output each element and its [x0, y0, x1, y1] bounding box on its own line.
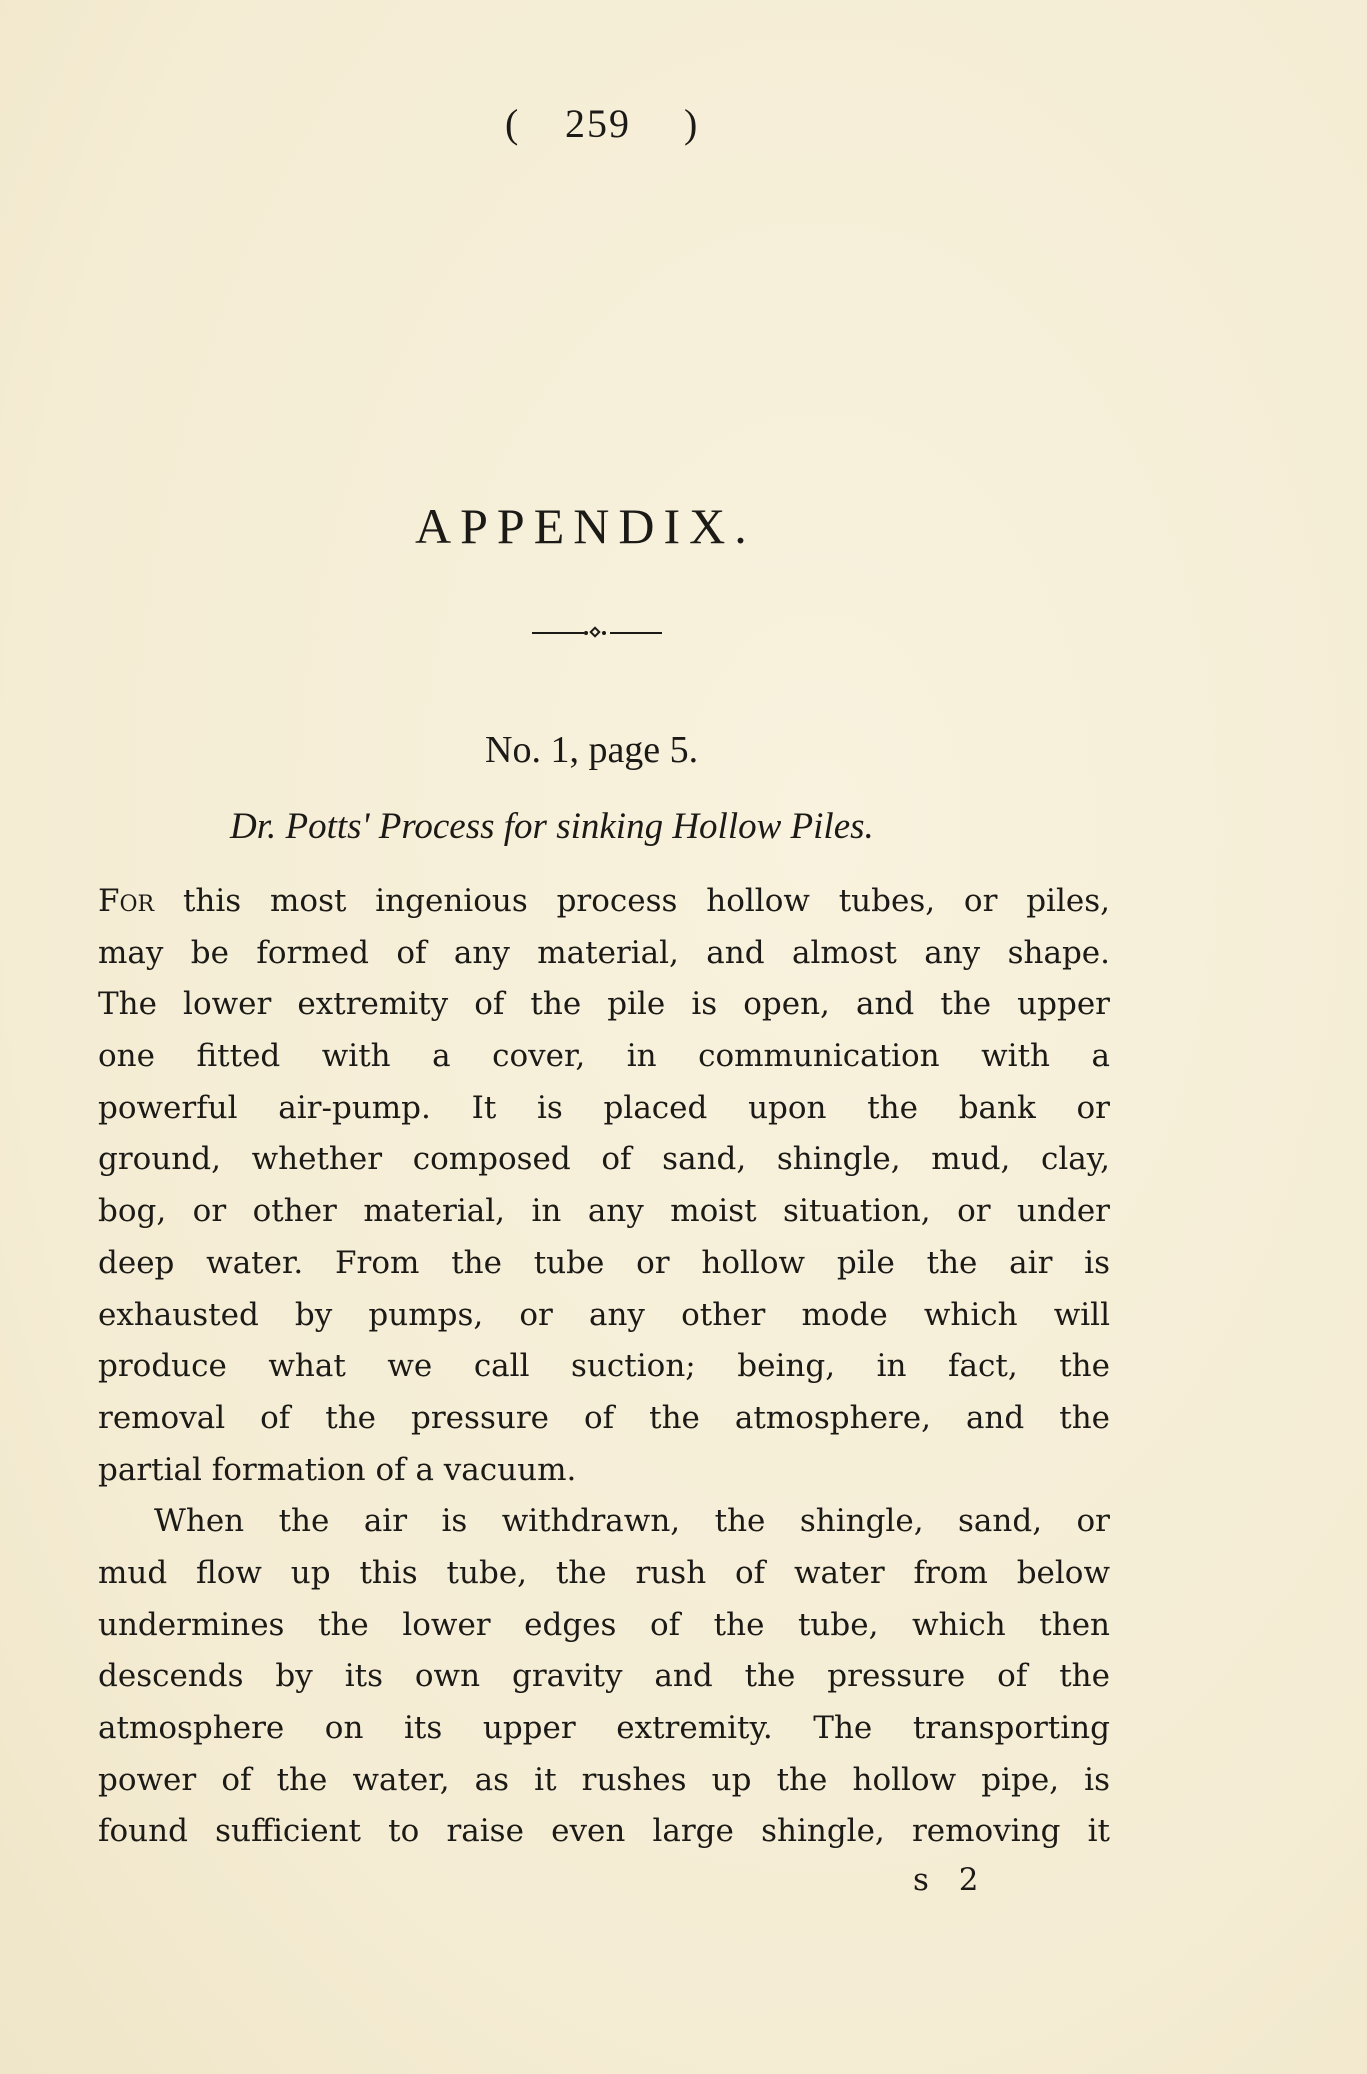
- paragraph1-line: exhausted by pumps, or any other mode which will: [98, 1296, 1110, 1333]
- ornament-divider: [532, 628, 662, 638]
- ornament-dot-right: [602, 631, 606, 635]
- paragraph1-line: may be formed of any material, and almost any shape.: [98, 934, 1110, 971]
- paragraph2-line: When the air is withdrawn, the shingle, sand, or: [154, 1503, 1110, 1540]
- paragraph2-line: power of the water, as it rushes up the hollow pipe, is: [98, 1761, 1110, 1798]
- paragraph1-line: The lower extremity of the pile is open, and the upper: [98, 986, 1110, 1023]
- body-text: [98, 876, 1110, 1858]
- paragraph1-line: one fitted with a cover, in communication with a: [98, 1038, 1110, 1075]
- paragraph1-line: produce what we call suction; being, in fact, the: [98, 1348, 1110, 1385]
- signature-mark: s 2: [913, 1862, 989, 1898]
- paragraph2-line: mud flow up this tube, the rush of water from below: [98, 1554, 1110, 1591]
- header-close-paren: ): [684, 101, 700, 146]
- paragraph2-line: found sufficient to raise even large shingle, removing it: [98, 1813, 1110, 1850]
- paragraph1-line: partial formation of a vacuum.: [98, 1451, 577, 1488]
- ornament-dot-left: [584, 631, 588, 635]
- paragraph1-line: ground, whether composed of sand, shingle, mud, clay,: [98, 1141, 1110, 1178]
- ornament-line-right: [610, 632, 662, 634]
- paragraph2-line: undermines the lower edges of the tube, which then: [98, 1606, 1110, 1643]
- paragraph1-line: For this most ingenious process hollow tubes, or piles,: [98, 883, 1110, 919]
- ornament-line-left: [532, 632, 584, 634]
- section-number: No. 1, page 5.: [485, 729, 699, 771]
- section-title: Dr. Potts' Process for sinking Hollow Piles.: [230, 806, 874, 847]
- paragraph1-line: bog, or other material, in any moist situation, or under: [98, 1193, 1110, 1230]
- paragraph1-line: removal of the pressure of the atmosphere, and the: [98, 1399, 1110, 1436]
- page-number: 259: [565, 101, 631, 146]
- paragraph1-line: deep water. From the tube or hollow pile the air is: [98, 1244, 1110, 1281]
- appendix-title: APPENDIX.: [415, 498, 756, 554]
- header-open-paren: (: [505, 101, 521, 146]
- dropcap-word: For: [98, 883, 155, 919]
- paragraph2-line: descends by its own gravity and the pressure of the: [98, 1658, 1110, 1695]
- paragraph2-line: atmosphere on its upper extremity. The transporting: [98, 1710, 1110, 1746]
- ornament-diamond-icon: [589, 626, 600, 637]
- paragraph1-line: powerful air-pump. It is placed upon the bank or: [98, 1089, 1110, 1126]
